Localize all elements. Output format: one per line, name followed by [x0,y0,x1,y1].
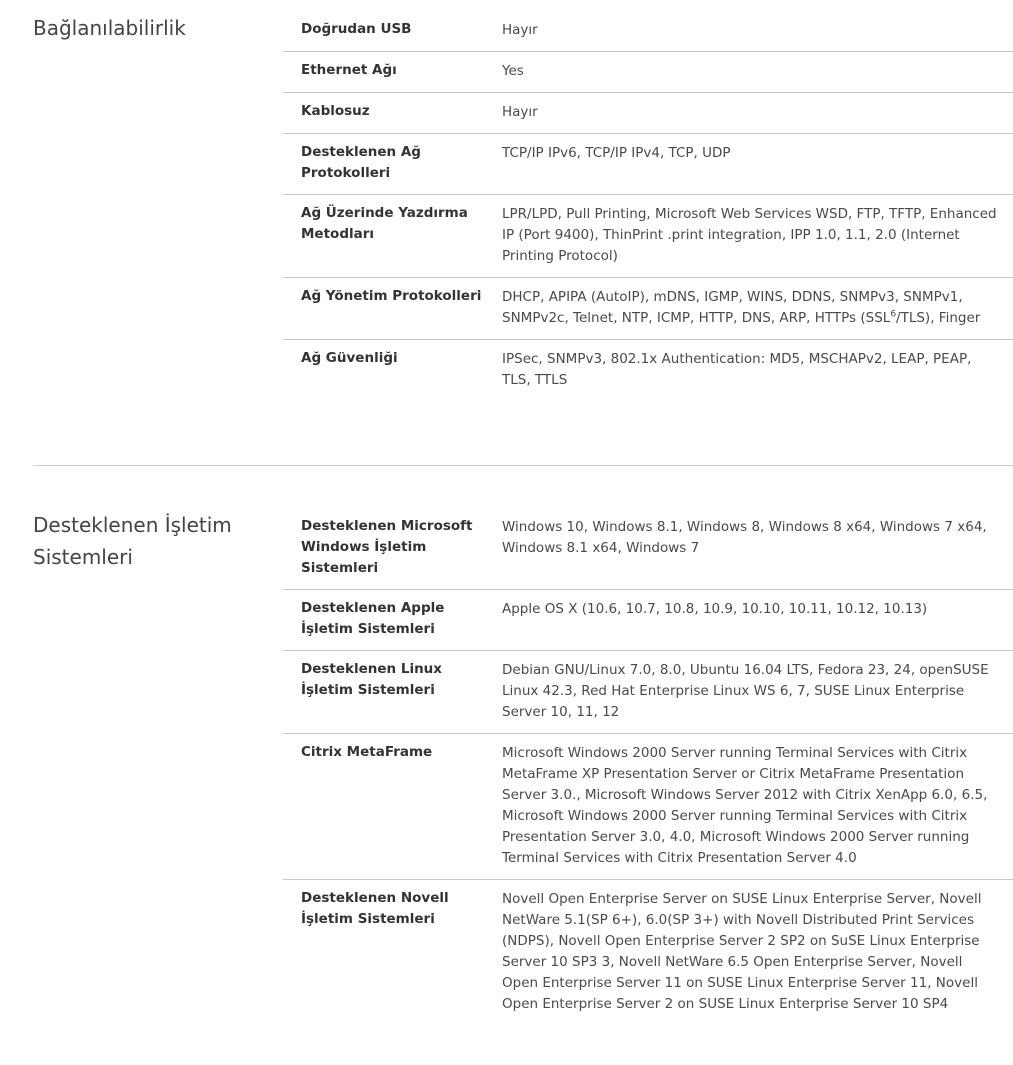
spec-row-wireless [283,93,1013,134]
spec-label: Kablosuz [301,103,370,119]
spec-value: Hayır [502,104,538,120]
spec-value: Novell Open Enterprise Server on SUSE Linux Enterprise Server, Novell NetWare 5.1(SP 6+), 6.0(SP 3+) with Novell Distributed Print Services (NDPS), Novell Open Enterprise Server 2 SP2 on SuSE Linux Enterprise Server 10 SP3 3, Novell NetWare 6.5 Open Enterprise Server, Novell Open Enterprise Server 11 on SUSE Linux Enterprise Server 11, Novell Open Enterprise Server 2 on SUSE Linux Enterprise Server 10 SP4 [502,891,982,1012]
spec-row-ethernet [283,52,1013,93]
spec-value [502,278,1013,339]
section-title: Desteklenen İşletim Sistemleri [33,513,232,569]
spec-value: Microsoft Windows 2000 Server running Terminal Services with Citrix MetaFrame XP Presentation Server or Citrix MetaFrame Presentation Server 3.0., Microsoft Windows Server 2012 with Citrix XenApp 6.0, 6.5, Microsoft Windows 2000 Server running Terminal Services with Citrix Presentation Server 3.0, 4.0, Microsoft Windows 2000 Server running Terminal Services with Citrix Presentation Server 4.0 [502,745,988,866]
spec-label: Desteklenen Ağ Protokolleri [301,144,421,181]
spec-row-network-management [283,278,1013,340]
spec-row-direct-usb [283,11,1013,52]
connectivity-spec-table [283,11,1013,401]
spec-value: Windows 10, Windows 8.1, Windows 8, Windows 8 x64, Windows 7 x64, Windows 8.1 x64, Windows 7 [502,519,987,556]
spec-value: LPR/LPD, Pull Printing, Microsoft Web Services WSD, FTP, TFTP, Enhanced IP (Port 9400), ThinPrint .print integration, IPP 1.0, 1.1, 2.0 (Internet Printing Protocol) [502,206,997,264]
spec-value: TCP/IP IPv6, TCP/IP IPv4, TCP, UDP [502,145,731,161]
spec-label: Ağ Üzerinde Yazdırma Metodları [301,205,468,242]
spec-row-windows [283,508,1013,590]
spec-value: Debian GNU/Linux 7.0, 8.0, Ubuntu 16.04 LTS, Fedora 23, 24, openSUSE Linux 42.3, Red Hat Enterprise Linux WS 6, 7, SUSE Linux Enterprise Server 10, 11, 12 [502,662,989,720]
spec-label: Doğrudan USB [301,21,412,37]
spec-label: Ethernet Ağı [301,62,397,78]
spec-value-text: DHCP, APIPA (AutoIP), mDNS, IGMP, WINS, DDNS, SNMPv3, SNMPv1, SNMPv2c, Telnet, NTP, ICMP, HTTP, DNS, ARP, HTTPs (SSL [502,289,963,326]
spec-value: Apple OS X (10.6, 10.7, 10.8, 10.9, 10.10, 10.11, 10.12, 10.13) [502,601,928,617]
spec-value: Yes [502,63,524,79]
spec-row-citrix [283,734,1013,880]
section-title: Bağlanılabilirlik [33,16,186,40]
spec-row-apple [283,590,1013,651]
spec-label: Ağ Güvenliği [301,350,398,366]
spec-row-network-print-methods [283,195,1013,278]
spec-row-novell [283,880,1013,1025]
spec-value: IPSec, SNMPv3, 802.1x Authentication: MD5, MSCHAPv2, LEAP, PEAP, TLS, TTLS [502,351,972,388]
spec-value: Hayır [502,22,538,38]
spec-row-network-security [283,340,1013,401]
spec-label: Desteklenen Linux İşletim Sistemleri [301,661,443,698]
spec-row-linux [283,651,1013,734]
os-spec-table [283,508,1013,1025]
spec-value-text: /TLS), Finger [896,310,981,326]
spec-label: Ağ Yönetim Protokolleri [301,288,482,304]
spec-row-network-protocols [283,134,1013,195]
spec-label: Desteklenen Apple İşletim Sistemleri [301,600,445,637]
spec-label: Citrix MetaFrame [301,744,433,760]
spec-label: Desteklenen Novell İşletim Sistemleri [301,890,449,927]
spec-label: Desteklenen Microsoft Windows İşletim Sistemleri [301,518,473,576]
section-divider [33,465,1013,466]
footnote-marker: 6 [890,309,897,320]
